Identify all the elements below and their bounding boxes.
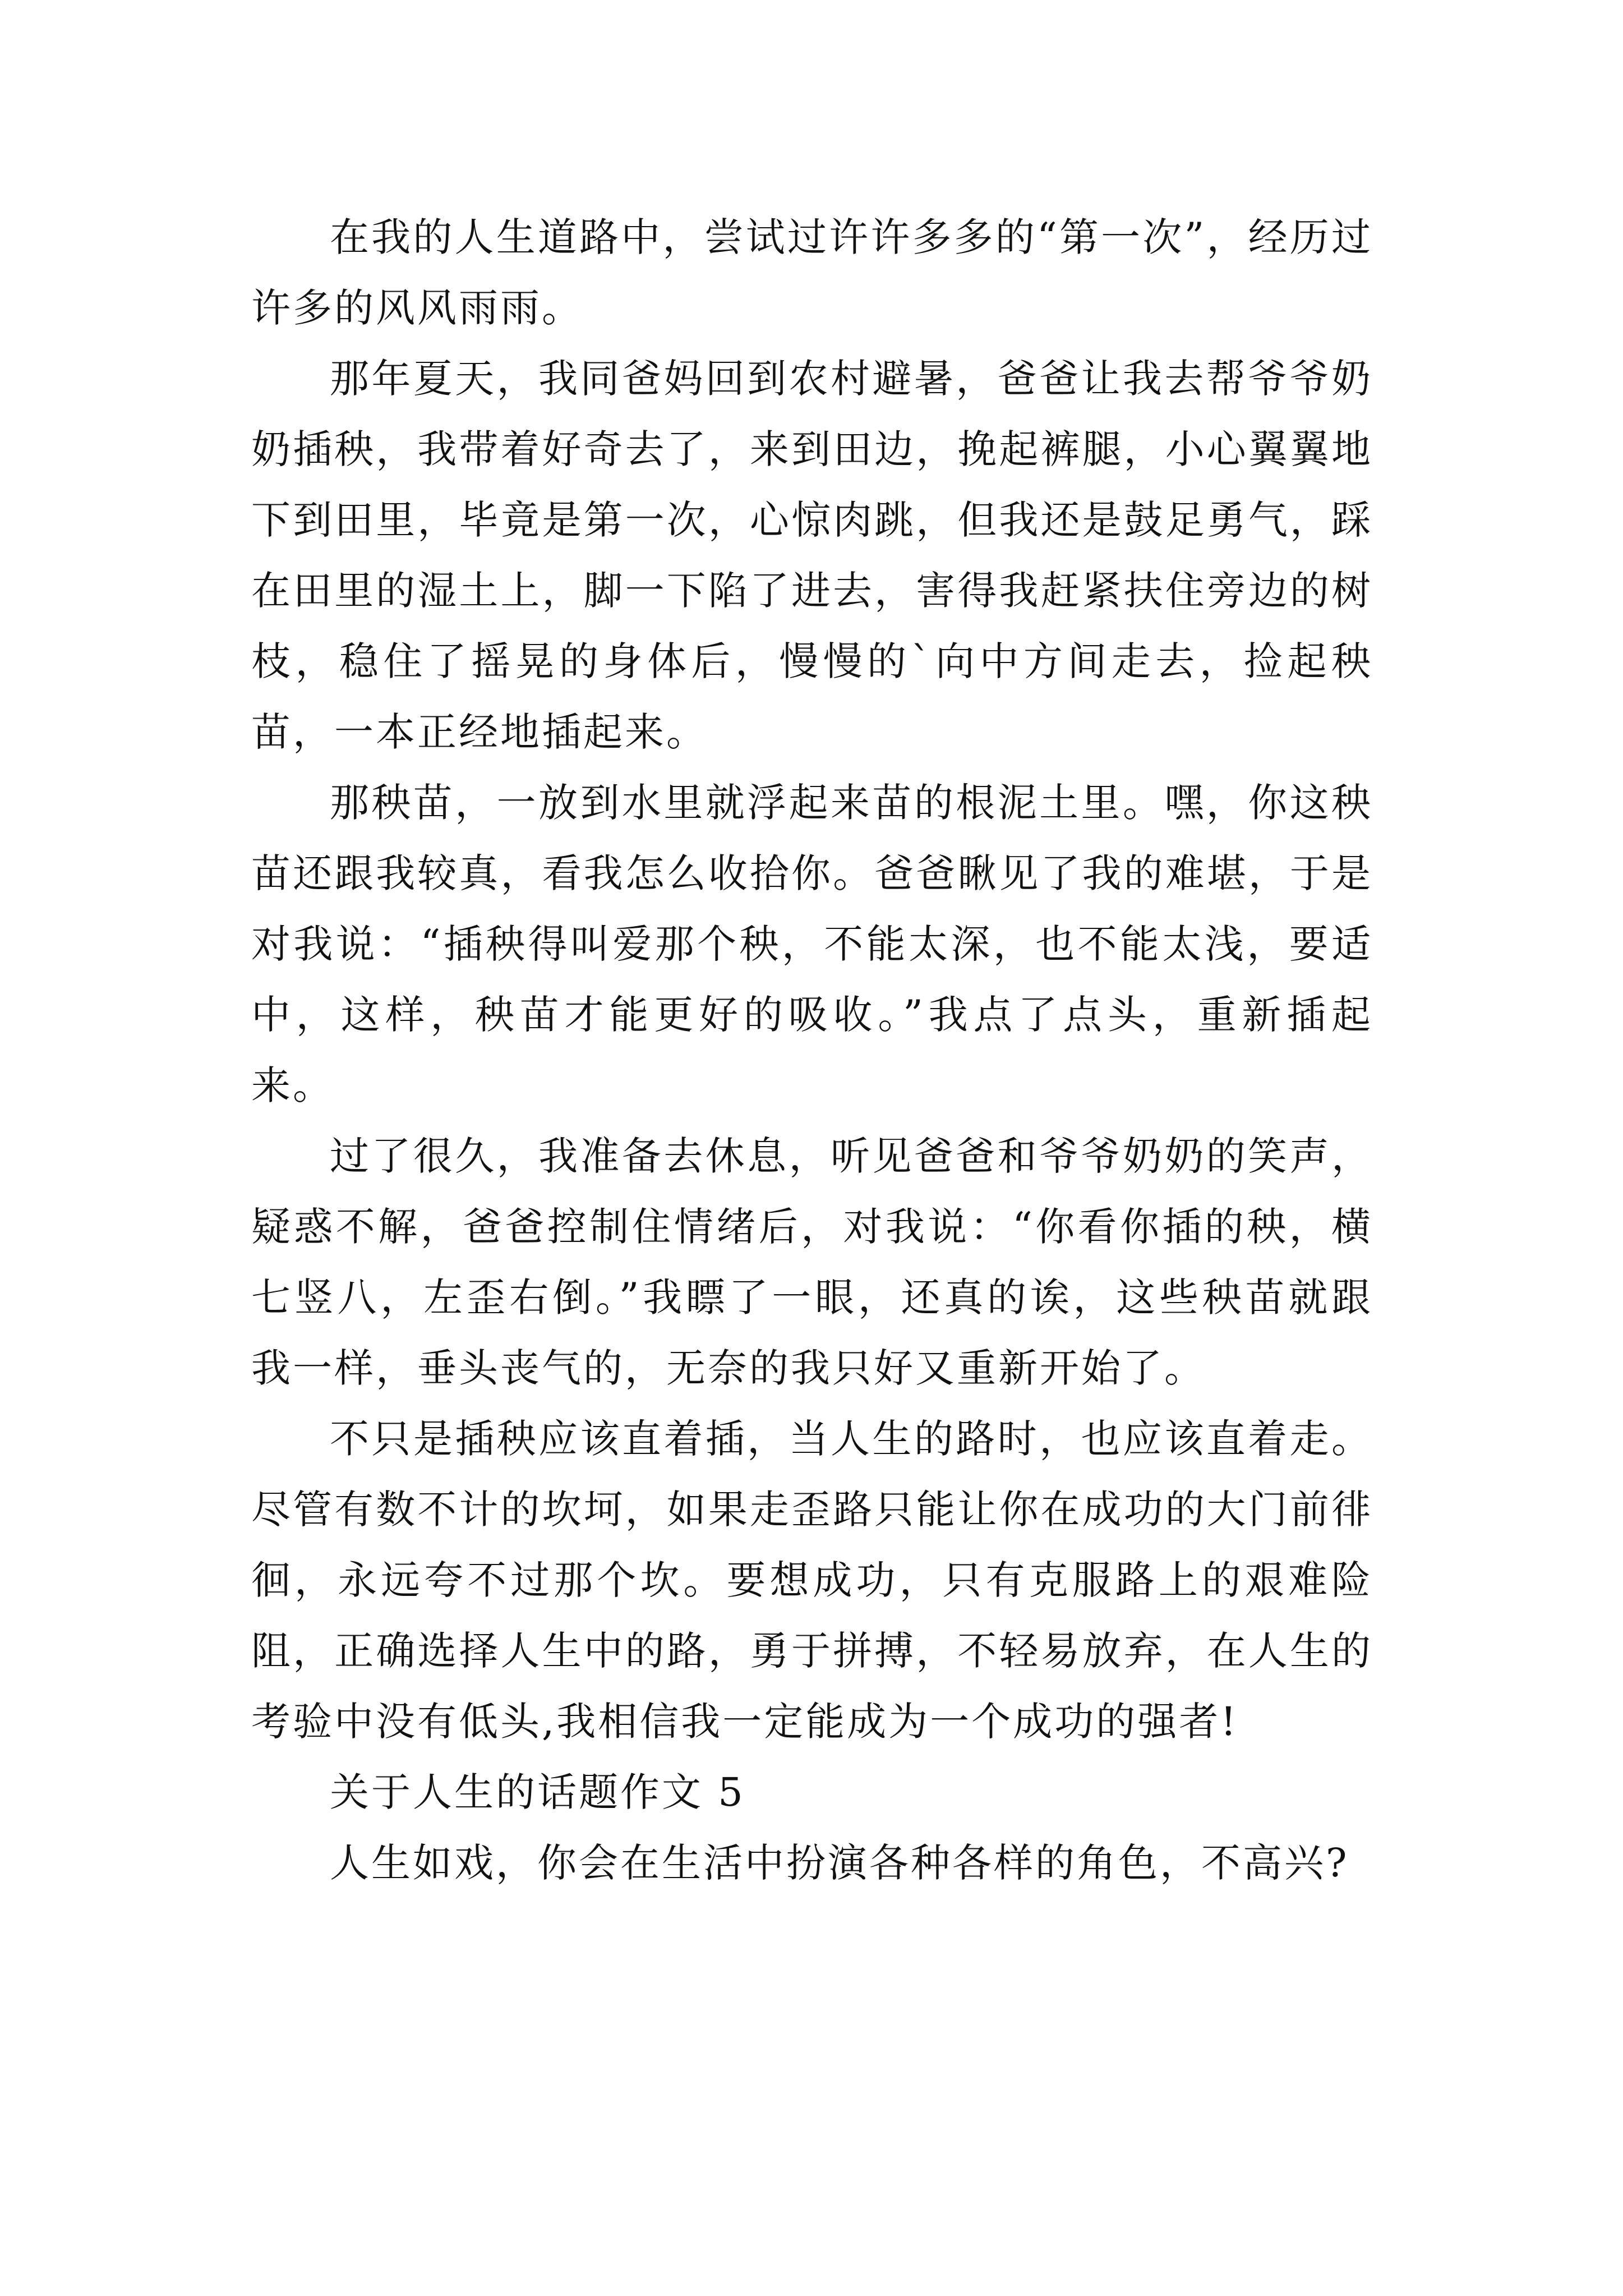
paragraph-seedlings-floating: 那秧苗，一放到水里就浮起来苗的根泥土里。嘿，你这秧苗还跟我较真，看我怎么收拾你。爸爸瞅见了我的难堪，于是对我说：“插秧得叫爱那个秧，不能太深，也不能太浅，要适中，这样，秧苗才能更好的吸收。”我点了点头，重新插起来。 xyxy=(251,780,1373,1108)
document-body xyxy=(251,202,1373,1898)
paragraph-next-essay-start: 人生如戏，你会在生活中扮演各种各样的角色，不高兴? xyxy=(330,1840,1349,1886)
paragraph-intro: 在我的人生道路中，尝试过许许多多的“第一次”，经历过许多的风风雨雨。 xyxy=(251,214,1373,331)
paragraph-conclusion: 不只是插秧应该直着插，当人生的路时，也应该直着走。尽管有数不计的坎坷，如果走歪路只能让你在成功的大门前徘徊，永远夸不过那个坎。要想成功，只有克服路上的艰难险阻，正确选择人生中的路，勇于拼搏，不轻易放弃，在人生的考验中没有低头,我相信我一定能成为一个成功的强者! xyxy=(251,1416,1373,1745)
essay-heading: 关于人生的话题作文 5 xyxy=(330,1769,745,1815)
paragraph-summer-rice-planting: 那年夏天，我同爸妈回到农村避暑，爸爸让我去帮爷爷奶奶插秧，我带着好奇去了，来到田边，挽起裤腿，小心翼翼地下到田里，毕竟是第一次，心惊肉跳，但我还是鼓足勇气，踩在田里的湿土上，脚一下陷了进去，害得我赶紧扶住旁边的树枝，稳住了摇晃的身体后，慢慢的`向中方间走去，捡起秧苗，一本正经地插起来。 xyxy=(251,356,1373,755)
paragraph-laughter: 过了很久，我准备去休息，听见爸爸和爷爷奶奶的笑声，疑惑不解，爸爸控制住情绪后，对我说：“你看你插的秧，横七竖八，左歪右倒。”我瞟了一眼，还真的诶，这些秧苗就跟我一样，垂头丧气的，无奈的我只好又重新开始了。 xyxy=(251,1133,1373,1391)
